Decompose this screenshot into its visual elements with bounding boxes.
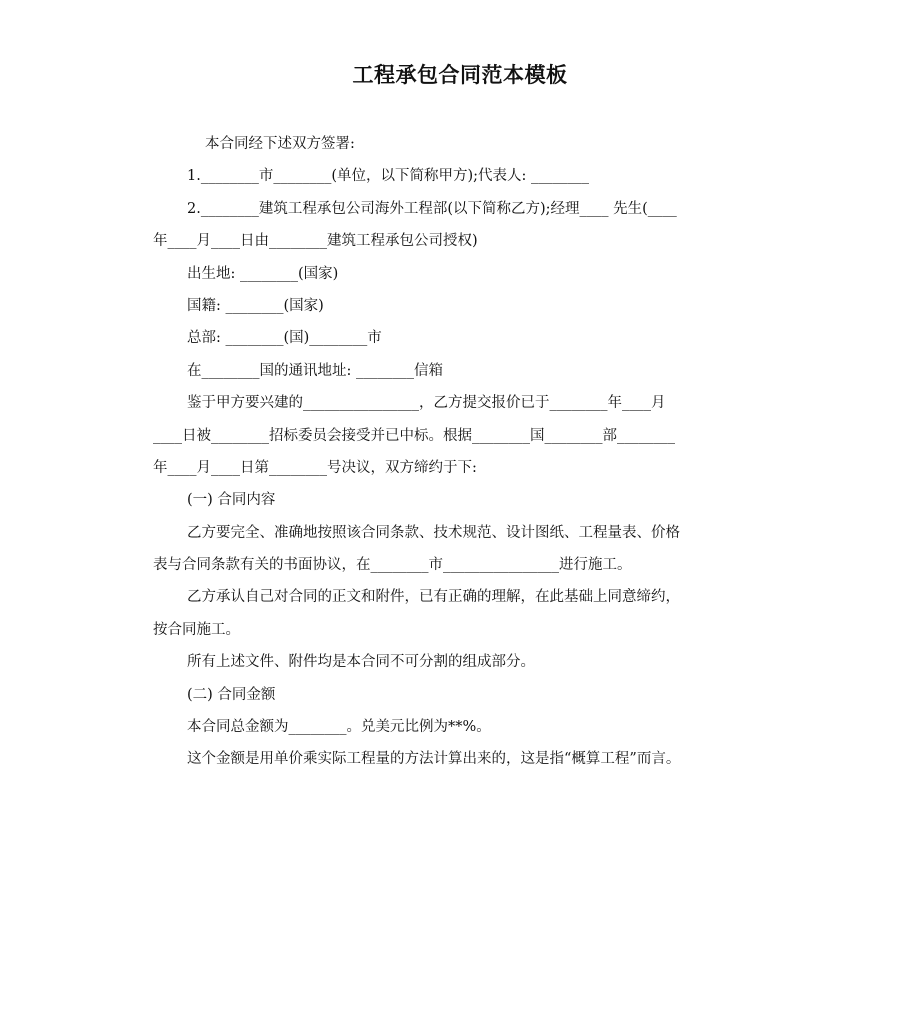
document-body (153, 128, 765, 776)
paragraph-line: 所有上述文件、附件均是本合同不可分割的组成部分。 (187, 654, 535, 671)
paragraph-line: 总部: ________(国)________市 (187, 330, 382, 347)
section-heading: (二) 合同金额 (187, 686, 276, 703)
section-heading: (一) 合同内容 (187, 492, 276, 509)
paragraph-line: 2.________建筑工程承包公司海外工程部(以下简称乙方);经理____ 先生(____ (187, 200, 677, 217)
paragraph-line: 乙方承认自己对合同的正文和附件，已有正确的理解，在此基础上同意缔约， (187, 589, 680, 606)
paragraph-line: 国籍: ________(国家) (187, 297, 324, 314)
paragraph-line: 年____月____日由________建筑工程承包公司授权) (153, 233, 478, 250)
document-title: 工程承包合同范本模板 (352, 63, 568, 87)
paragraph-line: 本合同经下述双方签署: (205, 136, 355, 152)
paragraph-line: 年____月____日第________号决议，双方缔约于下: (153, 459, 477, 476)
paragraph-line: 按合同施工。 (153, 621, 240, 638)
paragraph-line: 这个金额是用单价乘实际工程量的方法计算出来的，这是指“概算工程”而言。 (187, 751, 681, 768)
paragraph-line: 出生地: ________(国家) (187, 265, 339, 282)
paragraph-line: 表与合同条款有关的书面协议，在________市________________进行施工。 (153, 557, 632, 574)
paragraph-line: 在________国的通讯地址: ________信箱 (187, 362, 443, 379)
paragraph-line: 本合同总金额为________。兑美元比例为**%。 (187, 719, 491, 736)
paragraph-line: ____日被________招标委员会接受并已中标。根据________国________部________ (153, 427, 675, 444)
paragraph-line: 鉴于甲方要兴建的________________，乙方提交报价已于________年____月 (187, 395, 666, 412)
paragraph-line: 1.________市________(单位，以下简称甲方);代表人: ________ (187, 168, 590, 185)
paragraph-line: 乙方要完全、准确地按照该合同条款、技术规范、设计图纸、工程量表、价格 (187, 524, 680, 541)
